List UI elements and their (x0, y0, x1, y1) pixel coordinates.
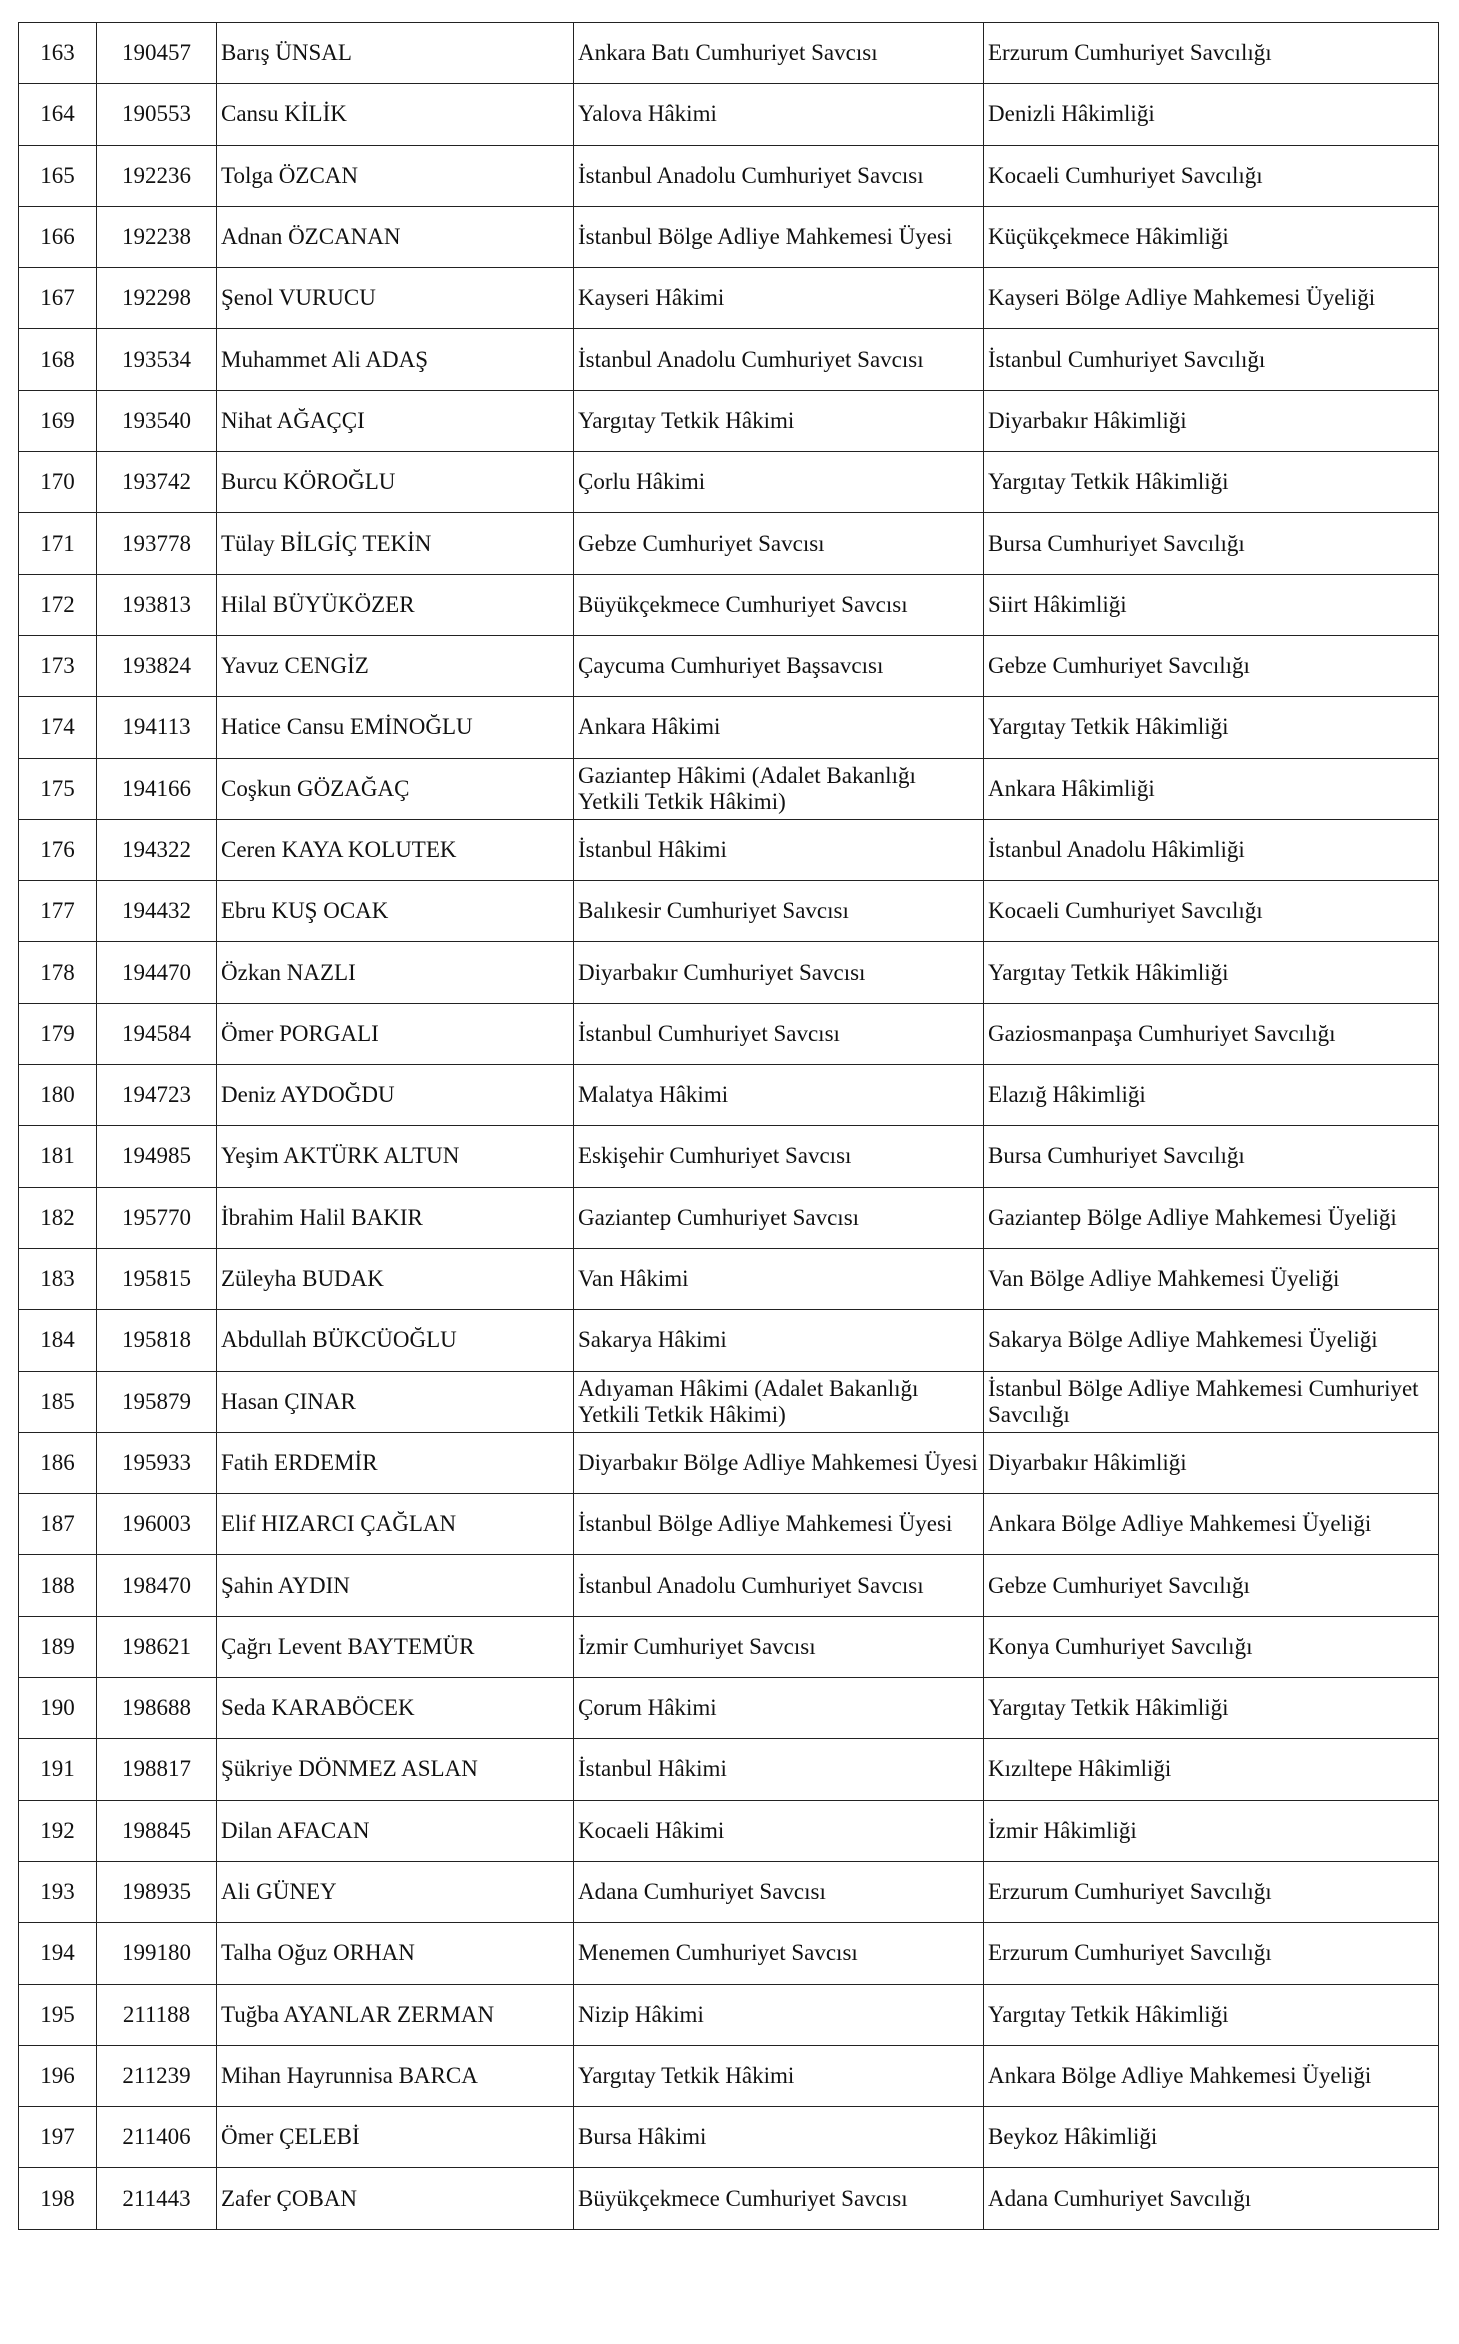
current-position-cell: İstanbul Anadolu Cumhuriyet Savcısı (574, 329, 984, 390)
current-position-cell: Yargıtay Tetkik Hâkimi (574, 2045, 984, 2106)
current-position-cell: Gebze Cumhuriyet Savcısı (574, 513, 984, 574)
new-position-cell: Ankara Bölge Adliye Mahkemesi Üyeliği (984, 2045, 1439, 2106)
table-row (19, 1923, 1439, 1984)
current-position-cell: İstanbul Hâkimi (574, 1739, 984, 1800)
row-number-cell: 174 (19, 697, 97, 758)
new-position-cell: Yargıtay Tetkik Hâkimliği (984, 942, 1439, 1003)
sicil-number-cell: 199180 (97, 1923, 217, 1984)
sicil-number-cell: 198688 (97, 1678, 217, 1739)
row-number-cell: 189 (19, 1616, 97, 1677)
row-number-cell: 184 (19, 1310, 97, 1371)
sicil-number-cell: 194985 (97, 1126, 217, 1187)
table-body (19, 23, 1439, 2230)
person-name-cell: Adnan ÖZCANAN (217, 206, 574, 267)
person-name-cell: Hilal BÜYÜKÖZER (217, 574, 574, 635)
new-position-cell: Van Bölge Adliye Mahkemesi Üyeliği (984, 1248, 1439, 1309)
table-row (19, 145, 1439, 206)
person-name-cell: Burcu KÖROĞLU (217, 452, 574, 513)
current-position-cell: Menemen Cumhuriyet Savcısı (574, 1923, 984, 1984)
row-number-cell: 175 (19, 758, 97, 819)
row-number-cell: 178 (19, 942, 97, 1003)
person-name-cell: Ömer ÇELEBİ (217, 2107, 574, 2168)
sicil-number-cell: 198470 (97, 1555, 217, 1616)
new-position-cell: İzmir Hâkimliği (984, 1800, 1439, 1861)
sicil-number-cell: 194432 (97, 881, 217, 942)
new-position-cell: Erzurum Cumhuriyet Savcılığı (984, 23, 1439, 84)
person-name-cell: Şahin AYDIN (217, 1555, 574, 1616)
new-position-cell: Konya Cumhuriyet Savcılığı (984, 1616, 1439, 1677)
current-position-cell: İstanbul Anadolu Cumhuriyet Savcısı (574, 1555, 984, 1616)
sicil-number-cell: 198621 (97, 1616, 217, 1677)
new-position-cell: Gaziantep Bölge Adliye Mahkemesi Üyeliği (984, 1187, 1439, 1248)
row-number-cell: 169 (19, 390, 97, 451)
table-row (19, 23, 1439, 84)
table-row (19, 84, 1439, 145)
row-number-cell: 188 (19, 1555, 97, 1616)
current-position-cell: Büyükçekmece Cumhuriyet Savcısı (574, 2168, 984, 2229)
current-position-cell: Van Hâkimi (574, 1248, 984, 1309)
current-position-cell: Gaziantep Cumhuriyet Savcısı (574, 1187, 984, 1248)
row-number-cell: 196 (19, 2045, 97, 2106)
current-position-cell: Adıyaman Hâkimi (Adalet Bakanlığı Yetkili Tetkik Hâkimi) (574, 1371, 984, 1432)
new-position-cell: Yargıtay Tetkik Hâkimliği (984, 697, 1439, 758)
current-position-cell: Kayseri Hâkimi (574, 268, 984, 329)
person-name-cell: Abdullah BÜKCÜOĞLU (217, 1310, 574, 1371)
new-position-cell: Ankara Bölge Adliye Mahkemesi Üyeliği (984, 1494, 1439, 1555)
row-number-cell: 190 (19, 1678, 97, 1739)
new-position-cell: Küçükçekmece Hâkimliği (984, 206, 1439, 267)
current-position-cell: Ankara Hâkimi (574, 697, 984, 758)
sicil-number-cell: 211406 (97, 2107, 217, 2168)
table-row (19, 635, 1439, 696)
row-number-cell: 171 (19, 513, 97, 574)
table-row (19, 1187, 1439, 1248)
person-name-cell: Seda KARABÖCEK (217, 1678, 574, 1739)
table-row (19, 390, 1439, 451)
current-position-cell: Malatya Hâkimi (574, 1065, 984, 1126)
sicil-number-cell: 190553 (97, 84, 217, 145)
row-number-cell: 194 (19, 1923, 97, 1984)
current-position-cell: Bursa Hâkimi (574, 2107, 984, 2168)
table-row (19, 1003, 1439, 1064)
person-name-cell: Mihan Hayrunnisa BARCA (217, 2045, 574, 2106)
table-row (19, 329, 1439, 390)
person-name-cell: Çağrı Levent BAYTEMÜR (217, 1616, 574, 1677)
new-position-cell: Yargıtay Tetkik Hâkimliği (984, 452, 1439, 513)
current-position-cell: İstanbul Hâkimi (574, 819, 984, 880)
sicil-number-cell: 194470 (97, 942, 217, 1003)
new-position-cell: İstanbul Cumhuriyet Savcılığı (984, 329, 1439, 390)
new-position-cell: Yargıtay Tetkik Hâkimliği (984, 1984, 1439, 2045)
current-position-cell: Çorlu Hâkimi (574, 452, 984, 513)
sicil-number-cell: 190457 (97, 23, 217, 84)
row-number-cell: 170 (19, 452, 97, 513)
sicil-number-cell: 193824 (97, 635, 217, 696)
sicil-number-cell: 192298 (97, 268, 217, 329)
current-position-cell: Çorum Hâkimi (574, 1678, 984, 1739)
new-position-cell: Gebze Cumhuriyet Savcılığı (984, 1555, 1439, 1616)
table-row (19, 1861, 1439, 1922)
table-row (19, 758, 1439, 819)
new-position-cell: Elazığ Hâkimliği (984, 1065, 1439, 1126)
person-name-cell: Yavuz CENGİZ (217, 635, 574, 696)
person-name-cell: Tuğba AYANLAR ZERMAN (217, 1984, 574, 2045)
person-name-cell: Hasan ÇINAR (217, 1371, 574, 1432)
row-number-cell: 181 (19, 1126, 97, 1187)
person-name-cell: Deniz AYDOĞDU (217, 1065, 574, 1126)
person-name-cell: Özkan NAZLI (217, 942, 574, 1003)
table-row (19, 1371, 1439, 1432)
table-row (19, 819, 1439, 880)
sicil-number-cell: 193813 (97, 574, 217, 635)
row-number-cell: 165 (19, 145, 97, 206)
table-row (19, 1555, 1439, 1616)
table-row (19, 2107, 1439, 2168)
sicil-number-cell: 198817 (97, 1739, 217, 1800)
person-name-cell: Ebru KUŞ OCAK (217, 881, 574, 942)
table-row (19, 1432, 1439, 1493)
sicil-number-cell: 195818 (97, 1310, 217, 1371)
sicil-number-cell: 195879 (97, 1371, 217, 1432)
table-row (19, 1984, 1439, 2045)
new-position-cell: Bursa Cumhuriyet Savcılığı (984, 513, 1439, 574)
row-number-cell: 168 (19, 329, 97, 390)
sicil-number-cell: 211239 (97, 2045, 217, 2106)
row-number-cell: 164 (19, 84, 97, 145)
table-row (19, 574, 1439, 635)
row-number-cell: 176 (19, 819, 97, 880)
current-position-cell: Diyarbakır Cumhuriyet Savcısı (574, 942, 984, 1003)
person-name-cell: Zafer ÇOBAN (217, 2168, 574, 2229)
current-position-cell: Eskişehir Cumhuriyet Savcısı (574, 1126, 984, 1187)
sicil-number-cell: 194166 (97, 758, 217, 819)
row-number-cell: 166 (19, 206, 97, 267)
sicil-number-cell: 192238 (97, 206, 217, 267)
row-number-cell: 182 (19, 1187, 97, 1248)
current-position-cell: Nizip Hâkimi (574, 1984, 984, 2045)
row-number-cell: 187 (19, 1494, 97, 1555)
current-position-cell: Gaziantep Hâkimi (Adalet Bakanlığı Yetkili Tetkik Hâkimi) (574, 758, 984, 819)
table-row (19, 2045, 1439, 2106)
person-name-cell: Dilan AFACAN (217, 1800, 574, 1861)
current-position-cell: Balıkesir Cumhuriyet Savcısı (574, 881, 984, 942)
new-position-cell: Sakarya Bölge Adliye Mahkemesi Üyeliği (984, 1310, 1439, 1371)
row-number-cell: 191 (19, 1739, 97, 1800)
table-row (19, 1494, 1439, 1555)
person-name-cell: Nihat AĞAÇÇI (217, 390, 574, 451)
person-name-cell: Züleyha BUDAK (217, 1248, 574, 1309)
table-row (19, 268, 1439, 329)
current-position-cell: İstanbul Cumhuriyet Savcısı (574, 1003, 984, 1064)
person-name-cell: Ceren KAYA KOLUTEK (217, 819, 574, 880)
new-position-cell: Kızıltepe Hâkimliği (984, 1739, 1439, 1800)
sicil-number-cell: 193778 (97, 513, 217, 574)
current-position-cell: Yalova Hâkimi (574, 84, 984, 145)
current-position-cell: İstanbul Bölge Adliye Mahkemesi Üyesi (574, 206, 984, 267)
current-position-cell: Adana Cumhuriyet Savcısı (574, 1861, 984, 1922)
new-position-cell: Kayseri Bölge Adliye Mahkemesi Üyeliği (984, 268, 1439, 329)
table-row (19, 452, 1439, 513)
current-position-cell: İstanbul Bölge Adliye Mahkemesi Üyesi (574, 1494, 984, 1555)
table-row (19, 1678, 1439, 1739)
current-position-cell: Yargıtay Tetkik Hâkimi (574, 390, 984, 451)
table-row (19, 513, 1439, 574)
sicil-number-cell: 193534 (97, 329, 217, 390)
current-position-cell: İstanbul Anadolu Cumhuriyet Savcısı (574, 145, 984, 206)
current-position-cell: Sakarya Hâkimi (574, 1310, 984, 1371)
new-position-cell: Kocaeli Cumhuriyet Savcılığı (984, 145, 1439, 206)
person-name-cell: Muhammet Ali ADAŞ (217, 329, 574, 390)
sicil-number-cell: 198845 (97, 1800, 217, 1861)
sicil-number-cell: 195815 (97, 1248, 217, 1309)
sicil-number-cell: 193540 (97, 390, 217, 451)
sicil-number-cell: 196003 (97, 1494, 217, 1555)
row-number-cell: 183 (19, 1248, 97, 1309)
person-name-cell: Cansu KİLİK (217, 84, 574, 145)
row-number-cell: 195 (19, 1984, 97, 2045)
table-row (19, 1616, 1439, 1677)
sicil-number-cell: 194723 (97, 1065, 217, 1126)
table-row (19, 1248, 1439, 1309)
table-row (19, 942, 1439, 1003)
sicil-number-cell: 198935 (97, 1861, 217, 1922)
row-number-cell: 197 (19, 2107, 97, 2168)
new-position-cell: Erzurum Cumhuriyet Savcılığı (984, 1861, 1439, 1922)
new-position-cell: Kocaeli Cumhuriyet Savcılığı (984, 881, 1439, 942)
new-position-cell: Bursa Cumhuriyet Savcılığı (984, 1126, 1439, 1187)
sicil-number-cell: 192236 (97, 145, 217, 206)
table-row (19, 206, 1439, 267)
table-row (19, 697, 1439, 758)
table-row (19, 881, 1439, 942)
table-row (19, 1739, 1439, 1800)
sicil-number-cell: 211443 (97, 2168, 217, 2229)
table-row (19, 1065, 1439, 1126)
current-position-cell: Çaycuma Cumhuriyet Başsavcısı (574, 635, 984, 696)
sicil-number-cell: 211188 (97, 1984, 217, 2045)
new-position-cell: Ankara Hâkimliği (984, 758, 1439, 819)
person-name-cell: İbrahim Halil BAKIR (217, 1187, 574, 1248)
sicil-number-cell: 193742 (97, 452, 217, 513)
person-name-cell: Ali GÜNEY (217, 1861, 574, 1922)
new-position-cell: Diyarbakır Hâkimliği (984, 1432, 1439, 1493)
sicil-number-cell: 194322 (97, 819, 217, 880)
person-name-cell: Şükriye DÖNMEZ ASLAN (217, 1739, 574, 1800)
current-position-cell: Kocaeli Hâkimi (574, 1800, 984, 1861)
sicil-number-cell: 195770 (97, 1187, 217, 1248)
row-number-cell: 167 (19, 268, 97, 329)
table-row (19, 1126, 1439, 1187)
person-name-cell: Elif HIZARCI ÇAĞLAN (217, 1494, 574, 1555)
sicil-number-cell: 195933 (97, 1432, 217, 1493)
row-number-cell: 179 (19, 1003, 97, 1064)
row-number-cell: 172 (19, 574, 97, 635)
person-name-cell: Barış ÜNSAL (217, 23, 574, 84)
row-number-cell: 177 (19, 881, 97, 942)
new-position-cell: Denizli Hâkimliği (984, 84, 1439, 145)
current-position-cell: Ankara Batı Cumhuriyet Savcısı (574, 23, 984, 84)
new-position-cell: Beykoz Hâkimliği (984, 2107, 1439, 2168)
new-position-cell: İstanbul Bölge Adliye Mahkemesi Cumhuriyet Savcılığı (984, 1371, 1439, 1432)
person-name-cell: Talha Oğuz ORHAN (217, 1923, 574, 1984)
new-position-cell: Gebze Cumhuriyet Savcılığı (984, 635, 1439, 696)
row-number-cell: 185 (19, 1371, 97, 1432)
person-name-cell: Ömer PORGALI (217, 1003, 574, 1064)
person-name-cell: Şenol VURUCU (217, 268, 574, 329)
new-position-cell: Diyarbakır Hâkimliği (984, 390, 1439, 451)
person-name-cell: Tülay BİLGİÇ TEKİN (217, 513, 574, 574)
new-position-cell: İstanbul Anadolu Hâkimliği (984, 819, 1439, 880)
new-position-cell: Adana Cumhuriyet Savcılığı (984, 2168, 1439, 2229)
table-row (19, 1800, 1439, 1861)
table-row (19, 2168, 1439, 2229)
row-number-cell: 192 (19, 1800, 97, 1861)
person-name-cell: Coşkun GÖZAĞAÇ (217, 758, 574, 819)
current-position-cell: Büyükçekmece Cumhuriyet Savcısı (574, 574, 984, 635)
new-position-cell: Gaziosmanpaşa Cumhuriyet Savcılığı (984, 1003, 1439, 1064)
person-name-cell: Tolga ÖZCAN (217, 145, 574, 206)
sicil-number-cell: 194113 (97, 697, 217, 758)
new-position-cell: Siirt Hâkimliği (984, 574, 1439, 635)
current-position-cell: Diyarbakır Bölge Adliye Mahkemesi Üyesi (574, 1432, 984, 1493)
person-name-cell: Fatih ERDEMİR (217, 1432, 574, 1493)
sicil-number-cell: 194584 (97, 1003, 217, 1064)
row-number-cell: 198 (19, 2168, 97, 2229)
current-position-cell: İzmir Cumhuriyet Savcısı (574, 1616, 984, 1677)
new-position-cell: Erzurum Cumhuriyet Savcılığı (984, 1923, 1439, 1984)
appointment-table (18, 22, 1439, 2230)
row-number-cell: 186 (19, 1432, 97, 1493)
row-number-cell: 193 (19, 1861, 97, 1922)
row-number-cell: 173 (19, 635, 97, 696)
person-name-cell: Yeşim AKTÜRK ALTUN (217, 1126, 574, 1187)
table-row (19, 1310, 1439, 1371)
row-number-cell: 180 (19, 1065, 97, 1126)
new-position-cell: Yargıtay Tetkik Hâkimliği (984, 1678, 1439, 1739)
person-name-cell: Hatice Cansu EMİNOĞLU (217, 697, 574, 758)
row-number-cell: 163 (19, 23, 97, 84)
